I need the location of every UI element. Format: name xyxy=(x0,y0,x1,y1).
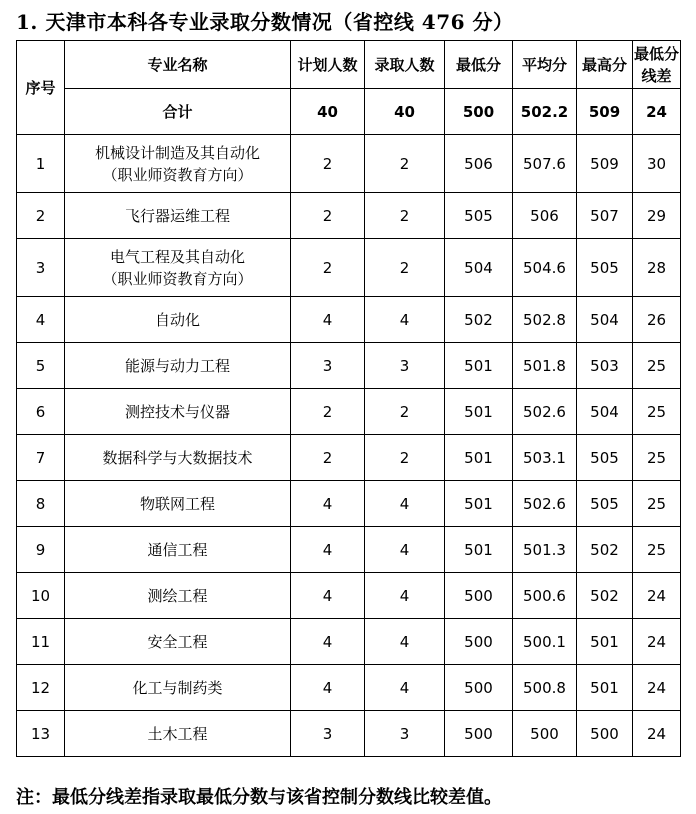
major-name: 电气工程及其自动化 xyxy=(109,247,245,266)
header-min: 最低分 xyxy=(445,41,513,89)
cell-diff: 24 xyxy=(633,711,681,757)
cell-admit: 4 xyxy=(365,619,445,665)
cell-major: 土木工程 xyxy=(65,711,291,757)
header-seq: 序号 xyxy=(17,41,65,135)
header-admit: 录取人数 xyxy=(365,41,445,89)
cell-seq: 1 xyxy=(17,135,65,193)
header-diff xyxy=(633,41,681,89)
cell-seq: 2 xyxy=(17,193,65,239)
table-row xyxy=(17,135,681,193)
cell-plan: 4 xyxy=(291,527,365,573)
cell-seq: 8 xyxy=(17,481,65,527)
cell-plan: 4 xyxy=(291,619,365,665)
header-avg: 平均分 xyxy=(513,41,577,89)
cell-seq: 12 xyxy=(17,665,65,711)
cell-plan: 3 xyxy=(291,711,365,757)
cell-min: 504 xyxy=(445,239,513,297)
cell-plan: 4 xyxy=(291,481,365,527)
cell-seq: 11 xyxy=(17,619,65,665)
cell-plan: 2 xyxy=(291,389,365,435)
cell-min: 501 xyxy=(445,481,513,527)
cell-plan: 3 xyxy=(291,343,365,389)
cell-plan: 4 xyxy=(291,297,365,343)
cell-major: 能源与动力工程 xyxy=(65,343,291,389)
table-row xyxy=(17,435,681,481)
cell-admit: 4 xyxy=(365,527,445,573)
header-row xyxy=(17,41,681,89)
cell-min: 500 xyxy=(445,711,513,757)
table-row xyxy=(17,527,681,573)
cell-major: 测绘工程 xyxy=(65,573,291,619)
header-major: 专业名称 xyxy=(65,41,291,89)
cell-avg: 501.8 xyxy=(513,343,577,389)
cell-diff: 29 xyxy=(633,193,681,239)
table-row xyxy=(17,343,681,389)
cell-min: 501 xyxy=(445,343,513,389)
table-row xyxy=(17,619,681,665)
table-row xyxy=(17,481,681,527)
cell-plan: 2 xyxy=(291,135,365,193)
table-row xyxy=(17,239,681,297)
cell-admit: 4 xyxy=(365,573,445,619)
cell-max: 502 xyxy=(577,573,633,619)
cell-diff: 28 xyxy=(633,239,681,297)
total-label: 合计 xyxy=(65,89,291,135)
cell-admit: 4 xyxy=(365,665,445,711)
cell-avg: 502.6 xyxy=(513,389,577,435)
cell-admit: 2 xyxy=(365,435,445,481)
cell-avg: 500.8 xyxy=(513,665,577,711)
cell-avg: 500.6 xyxy=(513,573,577,619)
cell-diff: 24 xyxy=(633,573,681,619)
cell-seq: 6 xyxy=(17,389,65,435)
footnote: 注：最低分线差指录取最低分数与该省控制分数线比较差值。 xyxy=(16,787,502,808)
scores-table xyxy=(16,40,681,757)
cell-avg: 501.3 xyxy=(513,527,577,573)
cell-plan: 2 xyxy=(291,435,365,481)
total-plan: 40 xyxy=(291,89,365,135)
table-row xyxy=(17,297,681,343)
cell-admit: 2 xyxy=(365,389,445,435)
major-name: 机械设计制造及其自动化 xyxy=(94,143,260,162)
total-max: 509 xyxy=(577,89,633,135)
cell-admit: 3 xyxy=(365,711,445,757)
cell-avg: 502.6 xyxy=(513,481,577,527)
cell-min: 501 xyxy=(445,527,513,573)
cell-diff: 25 xyxy=(633,343,681,389)
cell-admit: 3 xyxy=(365,343,445,389)
total-min: 500 xyxy=(445,89,513,135)
cell-admit: 4 xyxy=(365,481,445,527)
cell-major: 自动化 xyxy=(65,297,291,343)
cell-diff: 25 xyxy=(633,435,681,481)
cell-diff: 24 xyxy=(633,619,681,665)
cell-major: 测控技术与仪器 xyxy=(65,389,291,435)
cell-min: 501 xyxy=(445,435,513,481)
table-row xyxy=(17,711,681,757)
table-row xyxy=(17,193,681,239)
total-diff: 24 xyxy=(633,89,681,135)
cell-avg: 502.8 xyxy=(513,297,577,343)
table-row xyxy=(17,665,681,711)
header-diff-line2: 线差 xyxy=(641,66,672,85)
cell-major: 安全工程 xyxy=(65,619,291,665)
cell-major: 物联网工程 xyxy=(65,481,291,527)
cell-avg: 500.1 xyxy=(513,619,577,665)
cell-max: 504 xyxy=(577,297,633,343)
cell-diff: 25 xyxy=(633,389,681,435)
cell-major xyxy=(65,135,291,193)
cell-max: 501 xyxy=(577,619,633,665)
cell-seq: 7 xyxy=(17,435,65,481)
cell-plan: 2 xyxy=(291,239,365,297)
cell-diff: 25 xyxy=(633,527,681,573)
cell-plan: 4 xyxy=(291,573,365,619)
cell-avg: 506 xyxy=(513,193,577,239)
total-admit: 40 xyxy=(365,89,445,135)
cell-min: 505 xyxy=(445,193,513,239)
cell-min: 500 xyxy=(445,573,513,619)
cell-min: 506 xyxy=(445,135,513,193)
cell-min: 502 xyxy=(445,297,513,343)
cell-min: 501 xyxy=(445,389,513,435)
cell-diff: 26 xyxy=(633,297,681,343)
cell-max: 502 xyxy=(577,527,633,573)
cell-max: 505 xyxy=(577,239,633,297)
cell-seq: 4 xyxy=(17,297,65,343)
header-diff-line1: 最低分 xyxy=(633,44,679,63)
major-direction: （职业师资教育方向） xyxy=(102,165,253,184)
cell-major: 数据科学与大数据技术 xyxy=(65,435,291,481)
cell-max: 500 xyxy=(577,711,633,757)
cell-seq: 10 xyxy=(17,573,65,619)
cell-max: 507 xyxy=(577,193,633,239)
cell-avg: 500 xyxy=(513,711,577,757)
cell-min: 500 xyxy=(445,619,513,665)
table-row xyxy=(17,573,681,619)
cell-max: 505 xyxy=(577,481,633,527)
cell-admit: 2 xyxy=(365,239,445,297)
cell-avg: 503.1 xyxy=(513,435,577,481)
header-plan: 计划人数 xyxy=(291,41,365,89)
cell-seq: 9 xyxy=(17,527,65,573)
cell-plan: 2 xyxy=(291,193,365,239)
cell-admit: 2 xyxy=(365,135,445,193)
cell-max: 504 xyxy=(577,389,633,435)
cell-diff: 25 xyxy=(633,481,681,527)
major-direction: （职业师资教育方向） xyxy=(102,269,253,288)
cell-major: 通信工程 xyxy=(65,527,291,573)
total-avg: 502.2 xyxy=(513,89,577,135)
cell-max: 503 xyxy=(577,343,633,389)
cell-max: 505 xyxy=(577,435,633,481)
cell-min: 500 xyxy=(445,665,513,711)
header-max: 最高分 xyxy=(577,41,633,89)
cell-admit: 4 xyxy=(365,297,445,343)
total-row xyxy=(17,89,681,135)
cell-diff: 30 xyxy=(633,135,681,193)
cell-max: 501 xyxy=(577,665,633,711)
cell-seq: 5 xyxy=(17,343,65,389)
cell-seq: 3 xyxy=(17,239,65,297)
cell-plan: 4 xyxy=(291,665,365,711)
cell-diff: 24 xyxy=(633,665,681,711)
table-row xyxy=(17,389,681,435)
cell-avg: 507.6 xyxy=(513,135,577,193)
cell-admit: 2 xyxy=(365,193,445,239)
cell-avg: 504.6 xyxy=(513,239,577,297)
cell-seq: 13 xyxy=(17,711,65,757)
cell-max: 509 xyxy=(577,135,633,193)
cell-major: 飞行器运维工程 xyxy=(65,193,291,239)
cell-major: 化工与制药类 xyxy=(65,665,291,711)
cell-major xyxy=(65,239,291,297)
page-title: 1. 天津市本科各专业录取分数情况（省控线 476 分） xyxy=(16,10,514,34)
